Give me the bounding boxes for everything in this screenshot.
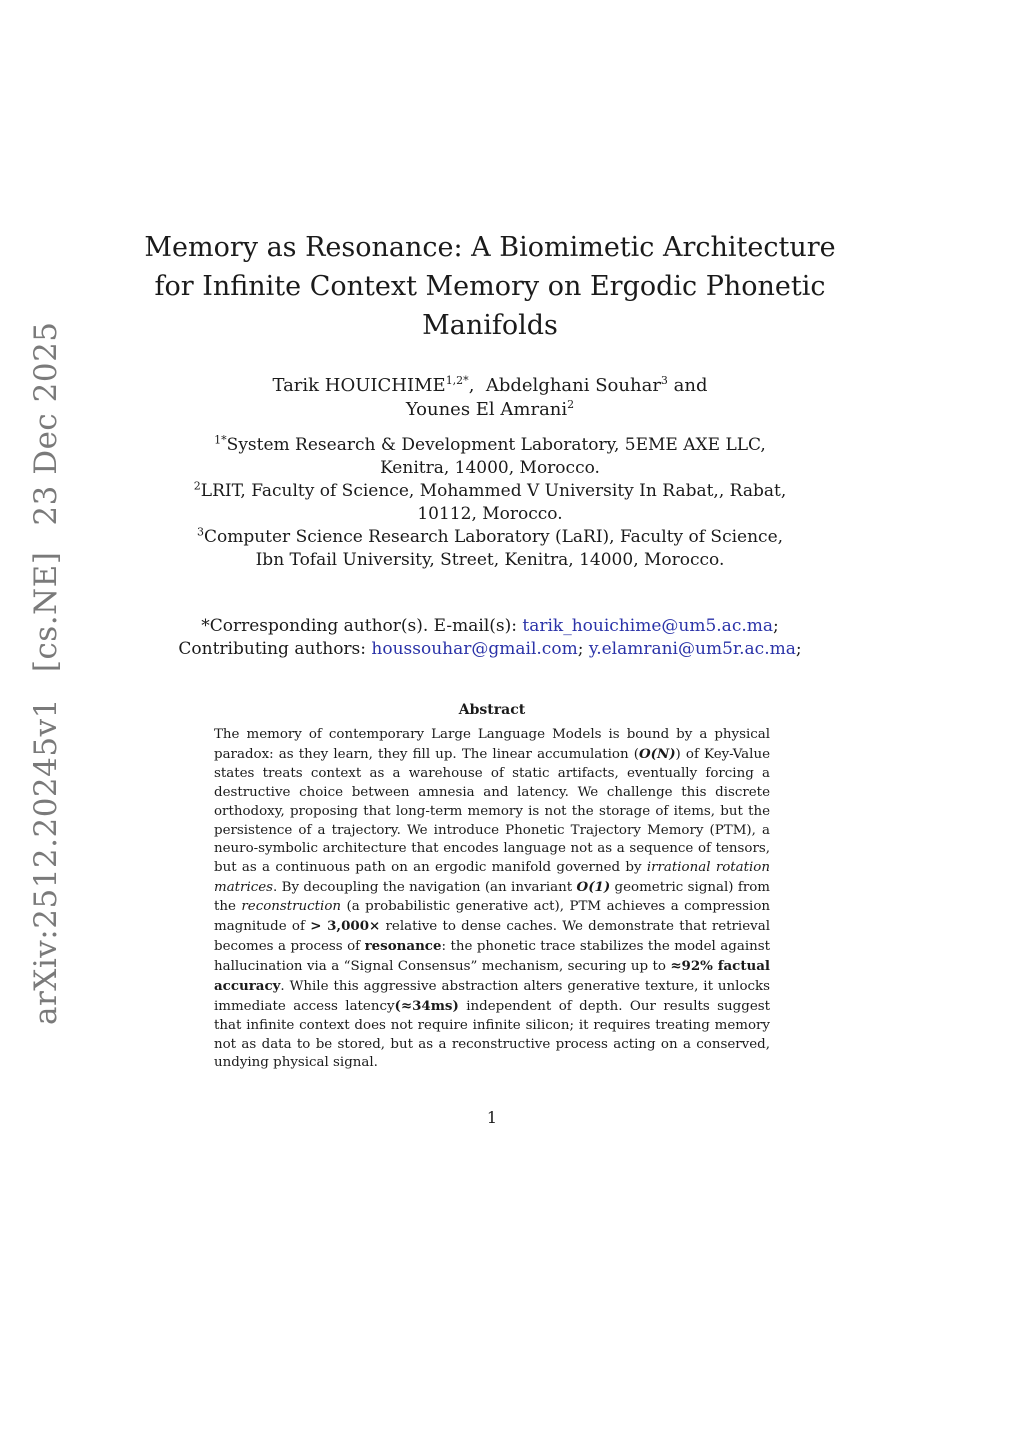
affiliation-text: Computer Science Research Laboratory (LaRI), Faculty of Science, Ibn Tofail University, Street, Kenitra, 14000, Morocco. — [203, 527, 784, 570]
compression-figure: > 3,000× — [310, 918, 381, 935]
author-conjunction: and — [673, 375, 708, 396]
author-1-affil-mark: 1,2* — [445, 374, 469, 387]
author-2: Abdelghani Souhar — [485, 375, 661, 396]
page-number: 1 — [486, 1108, 498, 1127]
emphasis-reconstruction: reconstruction — [241, 899, 342, 915]
affiliation-mark: 1* — [214, 433, 227, 447]
affiliation-text: System Research & Development Laboratory, 5EME AXE LLC, Kenitra, 14000, Morocco. — [226, 435, 766, 478]
corresponding-label: *Corresponding author(s). E-mail(s): — [201, 616, 517, 636]
title-line-3: Manifolds — [422, 310, 558, 341]
arxiv-category: [cs.NE] — [28, 551, 64, 673]
affiliation-mark: 3 — [196, 525, 204, 539]
author-list: Tarik $HOUICHIME^{1,2*}$, Abdelghani Souhar$^3$ and Younes El Amrani$^2$ — [272, 374, 708, 420]
author-3-affil-mark: 2 — [567, 398, 575, 411]
contact-info: *Corresponding author(s). E-mail(s): tarik_houichime@um5.ac.ma; Contributing authors: houssouhar@gmail.com; y.elamrani@um5r.ac.ma; — [178, 616, 802, 659]
abstract-heading: Abstract — [458, 702, 526, 718]
affiliation-text: LRIT, Faculty of Science, Mohammed V University In Rabat,, Rabat, 10112, Morocco. — [200, 481, 787, 524]
contributing-email-link-2[interactable]: y.elamrani@um5r.ac.ma — [588, 639, 796, 659]
paper-title — [140, 228, 840, 345]
affiliation-mark: 2 — [193, 479, 201, 493]
math-big-o-n: O(N) — [638, 745, 676, 762]
accuracy-figure: ≈92% factual accuracy — [214, 957, 771, 994]
affiliation-2 — [190, 480, 790, 526]
author-2-affil-mark: 3 — [660, 374, 668, 387]
affiliation-1 — [190, 434, 790, 480]
arxiv-date: 23 Dec 2025 — [28, 321, 64, 526]
arxiv-identifier-stamp — [28, 295, 64, 1025]
contributing-email-link-1[interactable]: houssouhar@gmail.com — [371, 639, 578, 659]
latency-figure: (≈34ms) — [394, 997, 459, 1014]
affiliation-3 — [190, 526, 790, 572]
author-1: Tarik HOUICHIME — [272, 375, 446, 396]
title-line-2: for Infinite Context Memory on Ergodic Phonetic — [154, 271, 826, 302]
abstract-text: The memory of contemporary Large Language Models is bound by a physical paradox: as they learn, they fill up. The linear accumulation (O(N)) of Key-Value states treats context as a warehouse of static artifacts, eventually forcing a destructive choice between amnesia and latency. We challenge this discrete orthodoxy, proposing that long-term memory is not the storage of items, but the persistence of a trajectory. We introduce Phonetic Trajectory Memory (PTM), a neuro-symbolic architecture that encodes language not as a sequence of tensors, but as a continuous path on an ergodic manifold governed by irrational rotation matrices. By decoupling the navigation (an invariant O(1) geometric signal) from the reconstruction (a probabilistic generative act), PTM achieves a compression magnitude of > 3,000× relative to dense caches. We demonstrate that retrieval becomes a process of resonance: the phonetic trace stabilizes the model against hallucination via a “Signal Consensus” mechanism, securing up to ≈92% factual accuracy. While this aggressive abstraction alters generative texture, it unlocks immediate access latency(≈34ms) independent of depth. Our results suggest that infinite context does not require infinite silicon; it requires treating memory not as data to be stored, but as a reconstructive process acting on a conserved, undying physical signal. — [214, 727, 771, 1071]
corresponding-email-link[interactable]: tarik_houichime@um5.ac.ma — [522, 616, 773, 636]
contributing-label: Contributing authors: — [178, 639, 367, 659]
emphasis-resonance: resonance — [364, 937, 442, 954]
arxiv-id: arXiv:2512.20245v1 — [28, 698, 64, 1025]
affiliations — [190, 434, 790, 572]
title-line-1: Memory as Resonance: A Biomimetic Architecture — [144, 232, 836, 263]
math-big-o-1: O(1) — [576, 879, 611, 896]
emphasis-irrational-rotation: irrational rotation matrices — [214, 860, 770, 896]
author-3: Younes El Amrani — [405, 399, 568, 420]
